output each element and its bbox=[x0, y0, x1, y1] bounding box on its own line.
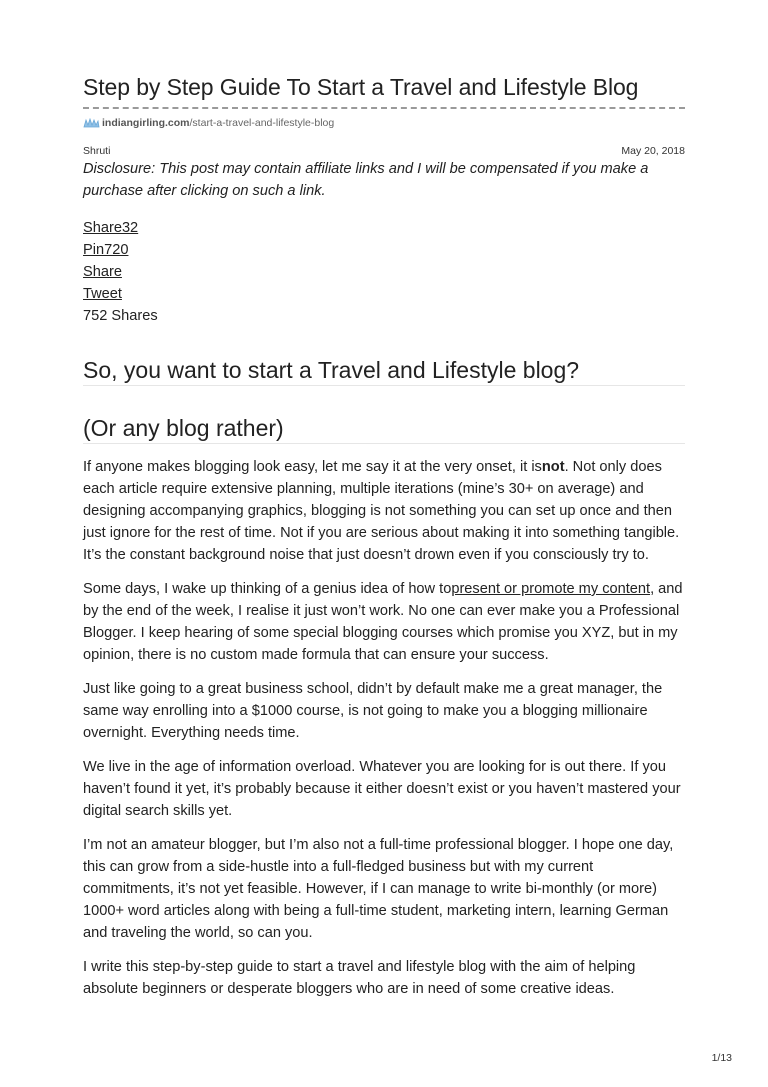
sub-heading: (Or any blog rather) bbox=[83, 415, 284, 441]
author: Shruti bbox=[83, 145, 111, 157]
paragraph-3: Just like going to a great business school, didn’t by default make me a great manager, the same way enrolling into a $1000 course, is not going to make you a blogging millionaire overnight. Everything needs time. bbox=[83, 681, 663, 741]
disclosure: Disclosure: This post may contain affiliate links and I will be compensated if you make a purchase after clicking on such a link. bbox=[83, 161, 649, 199]
share-count: 752 Shares bbox=[83, 308, 158, 324]
present-promote-link[interactable]: present or promote my content bbox=[451, 581, 651, 597]
share-facebook-link[interactable]: Share32 bbox=[83, 220, 139, 236]
heading-divider bbox=[83, 385, 685, 386]
share-link[interactable]: Share bbox=[83, 264, 122, 280]
pin-link[interactable]: Pin720 bbox=[83, 242, 129, 258]
article-meta bbox=[83, 144, 685, 158]
site-logo-icon bbox=[83, 118, 100, 128]
subheading-divider bbox=[83, 443, 685, 444]
paragraph-6: I write this step-by-step guide to start a travel and lifestyle blog with the aim of helping absolute beginners or desperate bloggers who are in need of some creative ideas. bbox=[83, 959, 636, 997]
tweet-link[interactable]: Tweet bbox=[83, 286, 122, 302]
title-divider bbox=[83, 107, 685, 109]
section-heading: So, you want to start a Travel and Lifestyle blog? bbox=[83, 357, 580, 383]
share-links bbox=[83, 217, 685, 327]
source-path[interactable]: /start-a-travel-and-lifestyle-blog bbox=[189, 117, 335, 129]
source-line bbox=[83, 115, 685, 131]
article-title: Step by Step Guide To Start a Travel and Lifestyle Blog bbox=[83, 74, 639, 100]
paragraph-1: If anyone makes blogging look easy, let me say it at the very onset, it isnot. Not only does each article require extensive planning, multiple iterations (mine’s 30+ on average) and designing accompanying graphics, blogging is not something you can set up once and then just ignore for the rest of time. Not if you are serious about making it into something tangible. It’s the constant background noise that just doesn’t drown even if you consciously try to. bbox=[83, 459, 680, 563]
paragraph-4: We live in the age of information overload. Whatever you are looking for is out there. If you haven’t found it yet, it’s probably because it either doesn’t exist or you haven’t mastered your digital search skills yet. bbox=[83, 759, 681, 819]
paragraph-2: Some days, I wake up thinking of a genius idea of how topresent or promote my content, and by the end of the week, I realise it just won’t work. No one can ever make you a Professional Blogger. I keep hearing of some special blogging courses which promise you XYZ, but in my opinion, there is no custom made formula that can ensure your success. bbox=[83, 581, 683, 663]
paragraph-5: I’m not an amateur blogger, but I’m also not a full-time professional blogger. I hope one day, this can grow from a side-hustle into a full-fledged business but with my current commitments, it’s not yet feasible. However, if I can manage to write bi-monthly (or more) 1000+ word articles along with being a full-time student, marketing intern, learning German and traveling the world, so can you. bbox=[83, 837, 674, 941]
publish-date: May 20, 2018 bbox=[621, 145, 685, 157]
source-domain[interactable]: indiangirling.com bbox=[102, 117, 190, 129]
page-number: 1/13 bbox=[711, 1052, 732, 1064]
article-page bbox=[83, 70, 685, 1000]
emphasis-not: not bbox=[541, 459, 565, 475]
